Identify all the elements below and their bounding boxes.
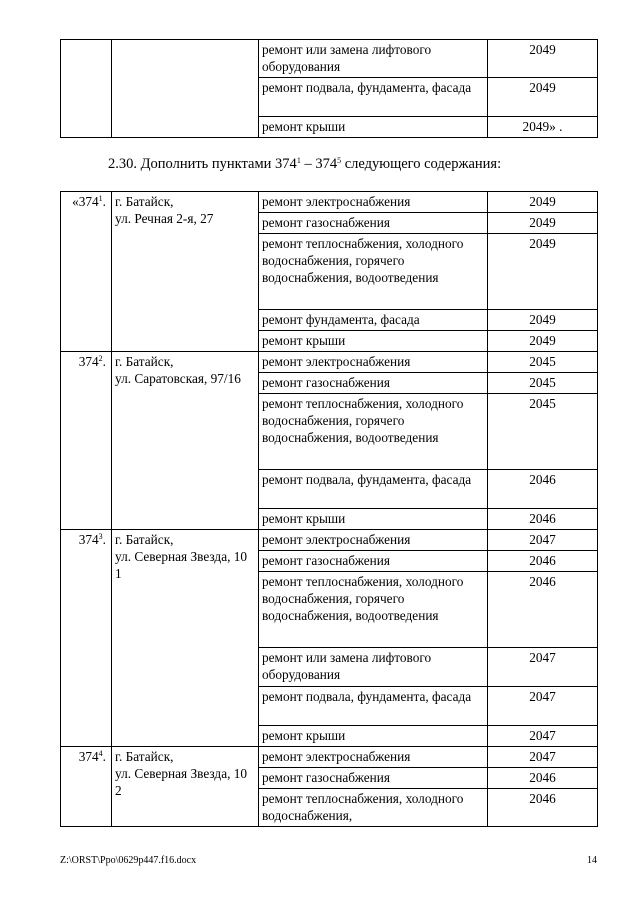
work-cell: ремонт подвала, фундамента, фасада	[259, 470, 488, 509]
year-cell: 2045	[488, 352, 598, 373]
work-cell: ремонт крыши	[259, 509, 488, 530]
work-cell: ремонт фундамента, фасада	[259, 310, 488, 331]
address-street: ул. Речная 2-я, 27	[115, 211, 214, 226]
year-cell: 2046	[488, 509, 598, 530]
address-cell	[112, 40, 259, 138]
work-cell: ремонт крыши	[259, 331, 488, 352]
heading-text: – 374	[300, 156, 338, 172]
address-street: ул. Северная Звезда, 10 2	[115, 766, 248, 798]
year-cell: 2045	[488, 373, 598, 394]
work-cell: ремонт теплоснабжения, холодного водоснабжения, горячего водоснабжения, водоотведения	[259, 572, 488, 648]
year-cell: 2047	[488, 530, 598, 551]
item-superscript: 1	[98, 194, 103, 203]
heading-superscript: 5	[337, 156, 342, 165]
table-row	[61, 352, 598, 373]
section-heading	[108, 155, 501, 173]
address-city: г. Батайск,	[115, 532, 174, 547]
address-cell	[112, 530, 259, 747]
work-cell: ремонт подвала, фундамента, фасада	[259, 687, 488, 726]
year-cell: 2046	[488, 470, 598, 509]
item-superscript: 2	[98, 354, 103, 363]
year-cell: 2046	[488, 551, 598, 572]
address-city: г. Батайск,	[115, 354, 174, 369]
year-cell: 2045	[488, 394, 598, 470]
work-cell: ремонт газоснабжения	[259, 213, 488, 234]
heading-superscript: 1	[296, 156, 301, 165]
work-cell: ремонт электроснабжения	[259, 747, 488, 768]
address-cell	[112, 747, 259, 827]
footer-file-path: Z:\ORST\Ppo\0629p447.f16.docx	[60, 855, 197, 866]
year-cell: 2047	[488, 726, 598, 747]
year-cell: 2049	[488, 213, 598, 234]
year-cell: 2049	[488, 40, 598, 78]
table-row	[61, 192, 598, 213]
table-continuation	[60, 39, 598, 138]
number-cell	[61, 747, 112, 827]
work-cell: ремонт или замена лифтового оборудования	[259, 40, 488, 78]
item-suffix: .	[102, 749, 106, 764]
address-cell	[112, 352, 259, 530]
year-cell: 2047	[488, 687, 598, 726]
year-cell: 2049» .	[488, 117, 598, 138]
work-cell: ремонт электроснабжения	[259, 530, 488, 551]
work-cell: ремонт крыши	[259, 726, 488, 747]
year-cell: 2047	[488, 648, 598, 687]
item-suffix: .	[102, 194, 106, 209]
heading-text: 2.30. Дополнить пунктами 374	[108, 156, 297, 172]
table-row	[61, 747, 598, 768]
item-number: 374	[78, 749, 99, 764]
item-number: 374	[78, 354, 99, 369]
work-cell: ремонт теплоснабжения, холодного водоснабжения, горячего водоснабжения, водоотведения	[259, 234, 488, 310]
year-cell: 2049	[488, 78, 598, 117]
number-cell	[61, 352, 112, 530]
item-suffix: .	[102, 532, 106, 547]
address-street: ул. Саратовская, 97/16	[115, 371, 241, 386]
work-cell: ремонт теплоснабжения, холодного водоснабжения, горячего водоснабжения, водоотведения	[259, 394, 488, 470]
heading-text: следующего содержания:	[341, 156, 502, 172]
address-city: г. Батайск,	[115, 749, 174, 764]
item-number: «374	[72, 194, 99, 209]
number-cell	[61, 192, 112, 352]
work-cell: ремонт газоснабжения	[259, 768, 488, 789]
work-cell: ремонт теплоснабжения, холодного водоснабжения,	[259, 789, 488, 827]
year-cell: 2046	[488, 572, 598, 648]
item-superscript: 3	[98, 532, 103, 541]
work-cell: ремонт электроснабжения	[259, 192, 488, 213]
address-city: г. Батайск,	[115, 194, 174, 209]
work-cell: ремонт подвала, фундамента, фасада	[259, 78, 488, 117]
number-cell	[61, 530, 112, 747]
page-number: 14	[587, 855, 597, 866]
year-cell: 2049	[488, 310, 598, 331]
item-suffix: .	[102, 354, 106, 369]
item-superscript: 4	[98, 749, 103, 758]
work-cell: ремонт газоснабжения	[259, 373, 488, 394]
work-cell: ремонт крыши	[259, 117, 488, 138]
year-cell: 2047	[488, 747, 598, 768]
year-cell: 2046	[488, 768, 598, 789]
year-cell: 2049	[488, 234, 598, 310]
work-cell: ремонт газоснабжения	[259, 551, 488, 572]
table-main	[60, 191, 598, 827]
year-cell: 2049	[488, 192, 598, 213]
year-cell: 2046	[488, 789, 598, 827]
address-street: ул. Северная Звезда, 10 1	[115, 549, 248, 581]
table-row	[61, 530, 598, 551]
work-cell: ремонт электроснабжения	[259, 352, 488, 373]
year-cell: 2049	[488, 331, 598, 352]
address-cell	[112, 192, 259, 352]
item-number: 374	[78, 532, 99, 547]
work-cell: ремонт или замена лифтового оборудования	[259, 648, 488, 687]
table-row	[61, 40, 598, 78]
number-cell	[61, 40, 112, 138]
